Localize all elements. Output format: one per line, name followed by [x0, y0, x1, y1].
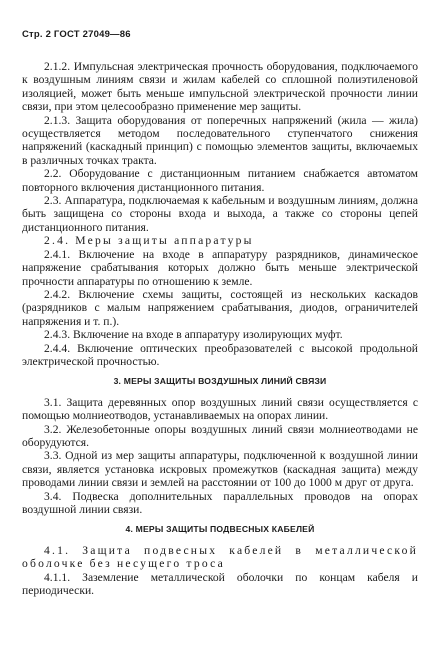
- paragraph-3-1: 3.1. Защита деревянных опор воздушных линий связи осуществляется с помощью молниеотводов, устанавливаемых на опорах линии.: [22, 395, 418, 423]
- paragraph-3-3: 3.3. Одной из мер защиты аппаратуры, подключенной к воздушной линии связи, является установка искровых промежутков (каскадная защита) между проводами линии связи и землей на расстоянии от 100 до 1000 м друг от друга.: [22, 449, 418, 490]
- paragraph-2-2: 2.2. Оборудование с дистанционным питанием снабжается автоматом повторного включения дистанционного питания.: [22, 167, 418, 194]
- running-head: Стр. 2 ГОСТ 27049—86: [22, 29, 131, 40]
- paragraph-2-1-3: 2.1.3. Защита оборудования от поперечных напряжений (жила — жила) осуществляется методом последовательного ступенчатого снижения напряжений (каскадный принцип) с помощью элементов защиты, включаемых в различных точках тракта.: [22, 113, 418, 167]
- paragraph-3-2: 3.2. Железобетонные опоры воздушных линий связи молниеотводами не оборудуются.: [22, 422, 418, 449]
- paragraph-2-4-1: 2.4.1. Включение на входе в аппаратуру разрядников, динамическое напряжение срабатывания которых должно быть меньше электрической прочности аппаратуры по отношению к земле.: [22, 247, 418, 288]
- paragraph-3-4: 3.4. Подвеска дополнительных параллельных проводов на опорах воздушной линии связи.: [22, 489, 418, 516]
- paragraph-2-1-2: 2.1.2. Импульсная электрическая прочность оборудования, подключаемого к воздушным линиям связи и жилам кабелей со сплошной полиэтиленовой изоляцией, может быть меньше импульсной электрической прочности линии связи, при этом целесообразно применение мер защиты.: [22, 60, 418, 114]
- paragraph-2-3: 2.3. Аппаратура, подключаемая к кабельным и воздушным линиям, должна быть защищена со стороны входа и выхода, а также со стороны цепей дистанционного питания.: [22, 194, 418, 234]
- paragraph-4-1-1: 4.1.1. Заземление металлической оболочки по концам кабеля и периодически.: [22, 570, 418, 598]
- paragraph-4-1-heading: 4.1. Защита подвесных кабелей в металлической оболочке без несущего троса: [22, 543, 418, 571]
- section-4-title: 4. МЕРЫ ЗАЩИТЫ ПОДВЕСНЫХ КАБЕЛЕЙ: [125, 524, 315, 535]
- paragraph-2-4-3: 2.4.3. Включение на входе в аппаратуру изолирующих муфт.: [44, 328, 343, 342]
- section-3-title: 3. МЕРЫ ЗАЩИТЫ ВОЗДУШНЫХ ЛИНИЙ СВЯЗИ: [113, 376, 327, 387]
- paragraph-2-4-4: 2.4.4. Включение оптических преобразователей с высокой продольной электрической прочностью.: [22, 341, 418, 368]
- paragraph-2-4-heading: 2.4. Меры защиты аппаратуры: [44, 234, 254, 248]
- paragraph-2-4-2: 2.4.2. Включение схемы защиты, состоящей из нескольких каскадов (разрядников с малым напряжением срабатывания, диодов, ограничителей напряжения и т. п.).: [22, 287, 418, 328]
- document-body: [22, 60, 418, 597]
